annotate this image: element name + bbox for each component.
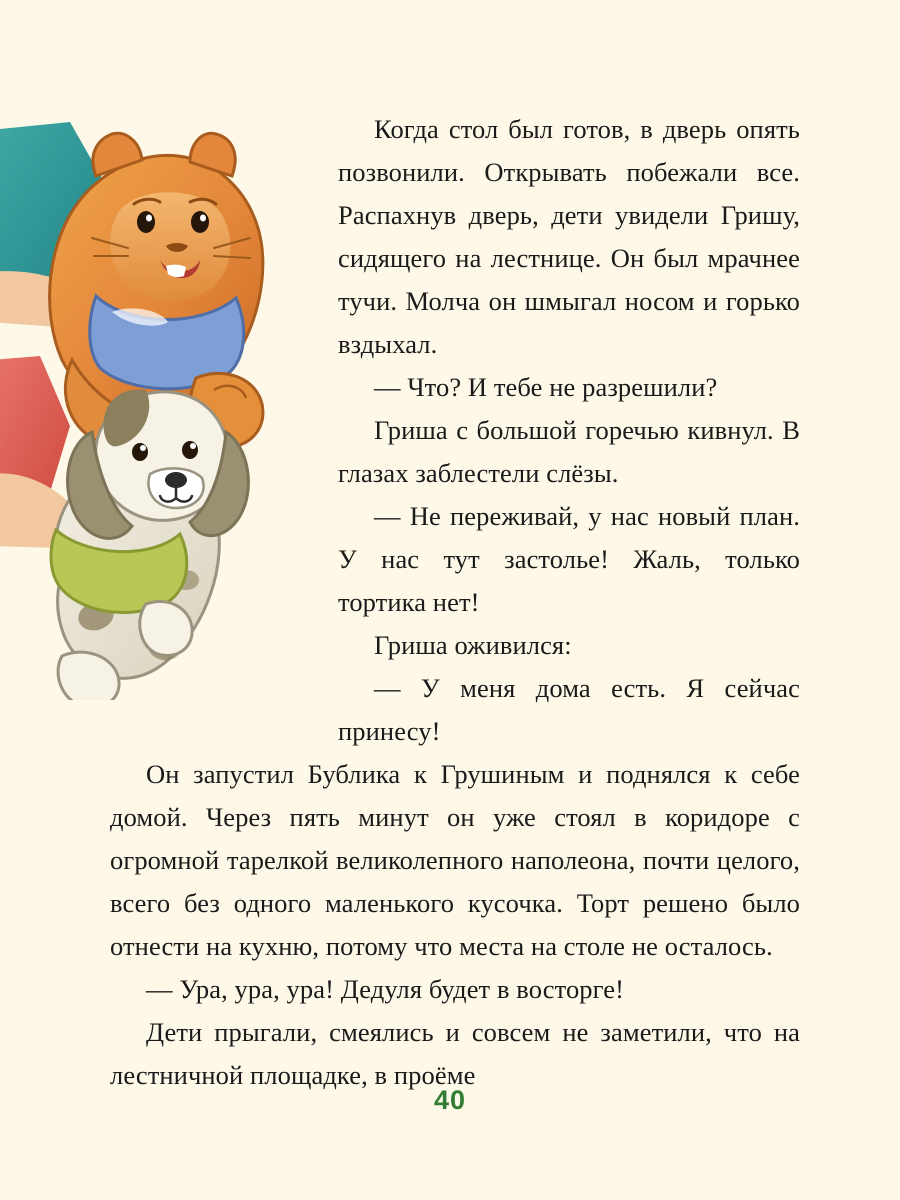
teal-sleeve-shape: [0, 122, 120, 328]
paragraph-1: [338, 108, 800, 366]
paragraph-text: Когда стол был готов, в дверь опять позвонили. Открывать побежали все. Распахнув дверь, дети увидели Гришу, сидящего на лестнице. Он был мрачнее тучи. Молча он шмыгал носом и горько вздыхал.: [338, 114, 800, 359]
paragraph-text: — У меня дома есть. Я сейчас принесу!: [338, 673, 800, 746]
paragraph-3: [338, 409, 800, 495]
paragraph-7: [110, 753, 800, 968]
paragraph-4: [338, 495, 800, 624]
red-sleeve-shape: [0, 356, 78, 548]
paragraph-text: Дети прыгали, смеялись и совсем не заметили, что на лестничной площадке, в проёме: [110, 1017, 800, 1090]
body-text-column: [110, 108, 800, 1097]
paragraph-6: [338, 667, 800, 753]
page-number: 40: [433, 1085, 467, 1115]
paragraph-text: — Что? И тебе не разрешили?: [374, 372, 718, 402]
paragraph-text: Гриша оживился:: [374, 630, 572, 660]
paragraph-text: — Не переживай, у нас новый план. У нас тут застолье! Жаль, только тортика нет!: [338, 501, 800, 617]
paragraph-8: [110, 968, 800, 1011]
paragraph-text: Он запустил Бублика к Грушиным и поднялся к себе домой. Через пять минут он уже стоял в коридоре с огромной тарелкой великолепного наполеона, почти целого, всего без одного маленького кусочка. Торт решено было отнести на кухню, потому что места на столе не осталось.: [110, 759, 800, 961]
paragraph-text: Гриша с большой горечью кивнул. В глазах заблестели слёзы.: [338, 415, 800, 488]
paragraph-text: — Ура, ура, ура! Дедуля будет в восторге!: [146, 974, 625, 1004]
paragraph-2: [338, 366, 800, 409]
paragraph-5: [338, 624, 800, 667]
